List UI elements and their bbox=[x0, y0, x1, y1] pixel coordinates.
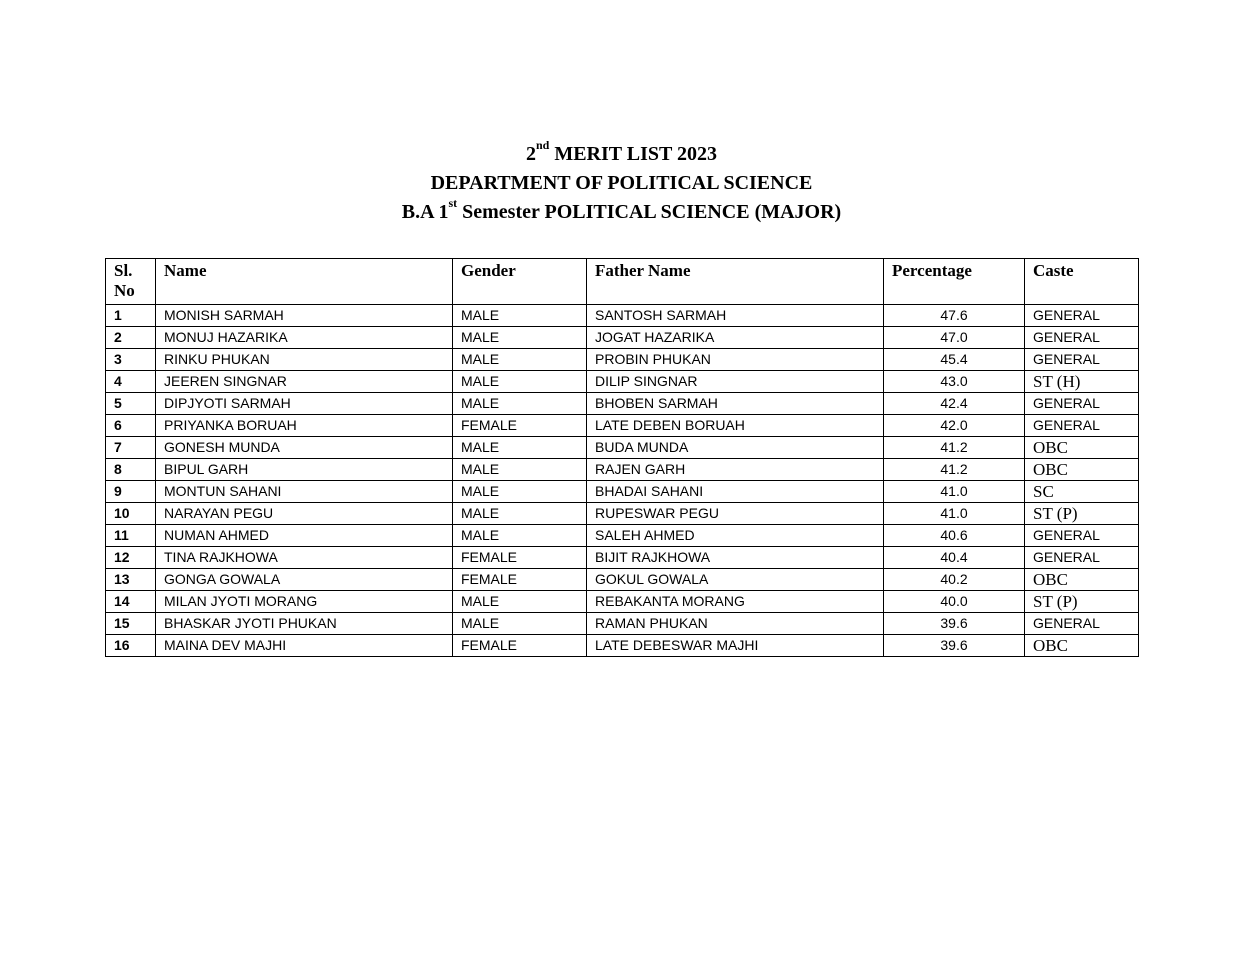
gender-cell: MALE bbox=[453, 327, 587, 349]
col-header-name: Name bbox=[156, 259, 453, 305]
name-cell: MONISH SARMAH bbox=[156, 305, 453, 327]
sl-cell: 6 bbox=[106, 415, 156, 437]
father-name-cell: RAMAN PHUKAN bbox=[587, 613, 884, 635]
percentage-cell: 47.0 bbox=[884, 327, 1025, 349]
sl-cell: 1 bbox=[106, 305, 156, 327]
name-cell: MILAN JYOTI MORANG bbox=[156, 591, 453, 613]
name-cell: JEEREN SINGNAR bbox=[156, 371, 453, 393]
merit-list-title bbox=[0, 140, 1243, 169]
percentage-cell: 43.0 bbox=[884, 371, 1025, 393]
caste-cell: ST (P) bbox=[1025, 503, 1139, 525]
caste-cell: GENERAL bbox=[1025, 415, 1139, 437]
name-cell: RINKU PHUKAN bbox=[156, 349, 453, 371]
percentage-cell: 40.0 bbox=[884, 591, 1025, 613]
table-header-row bbox=[106, 259, 1139, 305]
col-header-sl-line1: Sl. bbox=[114, 261, 133, 280]
caste-cell: GENERAL bbox=[1025, 327, 1139, 349]
sl-cell: 14 bbox=[106, 591, 156, 613]
percentage-cell: 40.6 bbox=[884, 525, 1025, 547]
percentage-cell: 45.4 bbox=[884, 349, 1025, 371]
caste-cell: OBC bbox=[1025, 437, 1139, 459]
title-ordinal: nd bbox=[535, 138, 550, 153]
sl-cell: 15 bbox=[106, 613, 156, 635]
caste-cell: GENERAL bbox=[1025, 393, 1139, 415]
caste-cell: GENERAL bbox=[1025, 547, 1139, 569]
gender-cell: FEMALE bbox=[453, 547, 587, 569]
father-name-cell: DILIP SINGNAR bbox=[587, 371, 884, 393]
father-name-cell: PROBIN PHUKAN bbox=[587, 349, 884, 371]
table-row bbox=[106, 415, 1139, 437]
sl-cell: 5 bbox=[106, 393, 156, 415]
name-cell: MONTUN SAHANI bbox=[156, 481, 453, 503]
sl-cell: 9 bbox=[106, 481, 156, 503]
table-row bbox=[106, 459, 1139, 481]
table-row bbox=[106, 305, 1139, 327]
caste-cell: ST (H) bbox=[1025, 371, 1139, 393]
father-name-cell: RAJEN GARH bbox=[587, 459, 884, 481]
father-name-cell: BUDA MUNDA bbox=[587, 437, 884, 459]
father-name-cell: GOKUL GOWALA bbox=[587, 569, 884, 591]
gender-cell: MALE bbox=[453, 437, 587, 459]
table-row bbox=[106, 635, 1139, 657]
sl-cell: 4 bbox=[106, 371, 156, 393]
col-header-caste: Caste bbox=[1025, 259, 1139, 305]
name-cell: MONUJ HAZARIKA bbox=[156, 327, 453, 349]
caste-cell: OBC bbox=[1025, 569, 1139, 591]
table-row bbox=[106, 569, 1139, 591]
course-prefix: B.A 1 bbox=[401, 201, 449, 223]
father-name-cell: LATE DEBESWAR MAJHI bbox=[587, 635, 884, 657]
name-cell: BHASKAR JYOTI PHUKAN bbox=[156, 613, 453, 635]
name-cell: BIPUL GARH bbox=[156, 459, 453, 481]
sl-cell: 12 bbox=[106, 547, 156, 569]
father-name-cell: JOGAT HAZARIKA bbox=[587, 327, 884, 349]
merit-list-table bbox=[105, 258, 1139, 657]
col-header-father-name: Father Name bbox=[587, 259, 884, 305]
father-name-cell: SALEH AHMED bbox=[587, 525, 884, 547]
col-header-sl bbox=[106, 259, 156, 305]
sl-cell: 2 bbox=[106, 327, 156, 349]
caste-cell: OBC bbox=[1025, 459, 1139, 481]
title-text: MERIT LIST 2023 bbox=[549, 143, 717, 165]
sl-cell: 10 bbox=[106, 503, 156, 525]
sl-cell: 13 bbox=[106, 569, 156, 591]
father-name-cell: BHADAI SAHANI bbox=[587, 481, 884, 503]
gender-cell: MALE bbox=[453, 591, 587, 613]
table-row bbox=[106, 613, 1139, 635]
table-row bbox=[106, 437, 1139, 459]
father-name-cell: SANTOSH SARMAH bbox=[587, 305, 884, 327]
gender-cell: MALE bbox=[453, 481, 587, 503]
table-row bbox=[106, 547, 1139, 569]
table-row bbox=[106, 525, 1139, 547]
percentage-cell: 39.6 bbox=[884, 635, 1025, 657]
table-row bbox=[106, 591, 1139, 613]
title-number: 2 bbox=[525, 143, 536, 165]
name-cell: TINA RAJKHOWA bbox=[156, 547, 453, 569]
percentage-cell: 41.0 bbox=[884, 481, 1025, 503]
sl-cell: 8 bbox=[106, 459, 156, 481]
table-row bbox=[106, 393, 1139, 415]
percentage-cell: 42.4 bbox=[884, 393, 1025, 415]
gender-cell: MALE bbox=[453, 371, 587, 393]
department-title: DEPARTMENT OF POLITICAL SCIENCE bbox=[430, 172, 813, 194]
gender-cell: MALE bbox=[453, 305, 587, 327]
gender-cell: MALE bbox=[453, 503, 587, 525]
name-cell: NARAYAN PEGU bbox=[156, 503, 453, 525]
father-name-cell: BHOBEN SARMAH bbox=[587, 393, 884, 415]
father-name-cell: LATE DEBEN BORUAH bbox=[587, 415, 884, 437]
course-title bbox=[0, 198, 1243, 227]
gender-cell: FEMALE bbox=[453, 569, 587, 591]
percentage-cell: 39.6 bbox=[884, 613, 1025, 635]
name-cell: NUMAN AHMED bbox=[156, 525, 453, 547]
gender-cell: MALE bbox=[453, 613, 587, 635]
sl-cell: 7 bbox=[106, 437, 156, 459]
name-cell: GONGA GOWALA bbox=[156, 569, 453, 591]
percentage-cell: 40.2 bbox=[884, 569, 1025, 591]
table-row bbox=[106, 349, 1139, 371]
table-row bbox=[106, 327, 1139, 349]
gender-cell: MALE bbox=[453, 525, 587, 547]
father-name-cell: REBAKANTA MORANG bbox=[587, 591, 884, 613]
gender-cell: FEMALE bbox=[453, 415, 587, 437]
sl-cell: 3 bbox=[106, 349, 156, 371]
percentage-cell: 47.6 bbox=[884, 305, 1025, 327]
gender-cell: FEMALE bbox=[453, 635, 587, 657]
name-cell: MAINA DEV MAJHI bbox=[156, 635, 453, 657]
course-ordinal: st bbox=[448, 196, 458, 211]
percentage-cell: 42.0 bbox=[884, 415, 1025, 437]
caste-cell: OBC bbox=[1025, 635, 1139, 657]
table-row bbox=[106, 481, 1139, 503]
percentage-cell: 41.0 bbox=[884, 503, 1025, 525]
caste-cell: GENERAL bbox=[1025, 525, 1139, 547]
table-row bbox=[106, 371, 1139, 393]
caste-cell: GENERAL bbox=[1025, 349, 1139, 371]
col-header-sl-line2: No bbox=[114, 281, 135, 300]
father-name-cell: RUPESWAR PEGU bbox=[587, 503, 884, 525]
sl-cell: 11 bbox=[106, 525, 156, 547]
col-header-percentage: Percentage bbox=[884, 259, 1025, 305]
name-cell: DIPJYOTI SARMAH bbox=[156, 393, 453, 415]
percentage-cell: 41.2 bbox=[884, 459, 1025, 481]
percentage-cell: 41.2 bbox=[884, 437, 1025, 459]
course-text: Semester POLITICAL SCIENCE (MAJOR) bbox=[457, 201, 842, 223]
percentage-cell: 40.4 bbox=[884, 547, 1025, 569]
father-name-cell: BIJIT RAJKHOWA bbox=[587, 547, 884, 569]
caste-cell: GENERAL bbox=[1025, 613, 1139, 635]
document-header bbox=[0, 140, 1243, 227]
gender-cell: MALE bbox=[453, 349, 587, 371]
col-header-gender: Gender bbox=[453, 259, 587, 305]
gender-cell: MALE bbox=[453, 459, 587, 481]
name-cell: PRIYANKA BORUAH bbox=[156, 415, 453, 437]
gender-cell: MALE bbox=[453, 393, 587, 415]
name-cell: GONESH MUNDA bbox=[156, 437, 453, 459]
table-body bbox=[106, 305, 1139, 657]
caste-cell: ST (P) bbox=[1025, 591, 1139, 613]
caste-cell: GENERAL bbox=[1025, 305, 1139, 327]
table-row bbox=[106, 503, 1139, 525]
sl-cell: 16 bbox=[106, 635, 156, 657]
caste-cell: SC bbox=[1025, 481, 1139, 503]
